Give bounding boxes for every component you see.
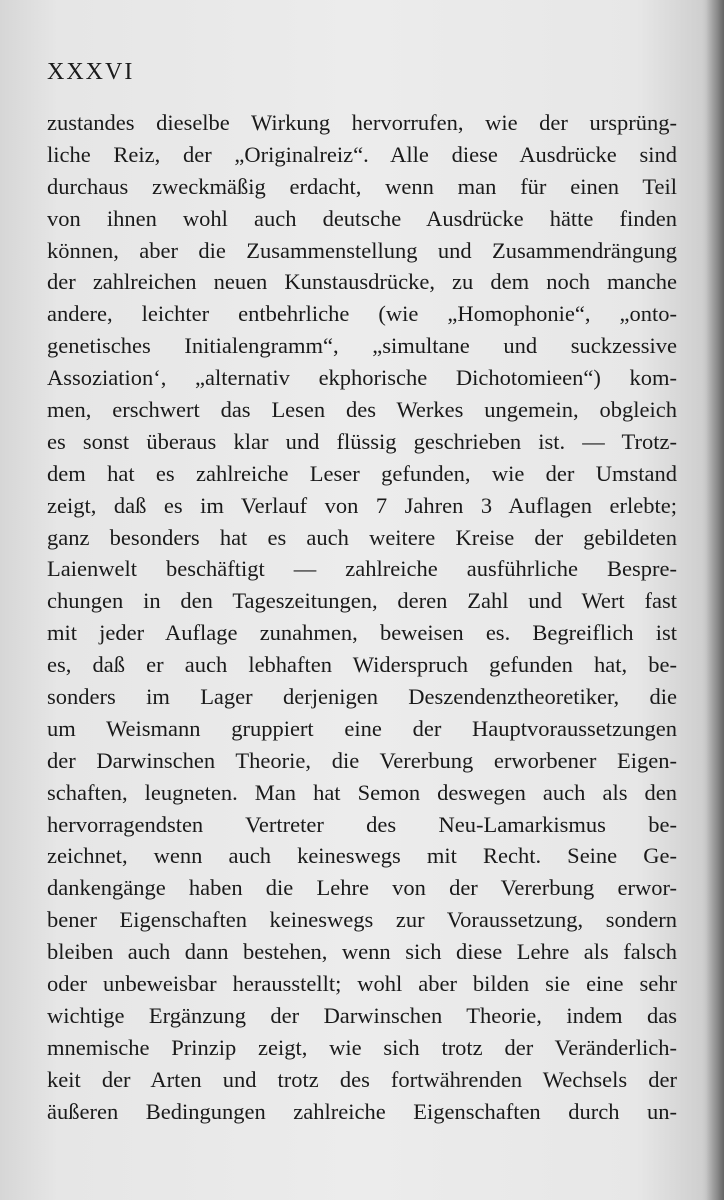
text-line: andere, leichter entbehrliche (wie „Homophonie“, „onto- xyxy=(47,301,677,327)
text-line: zeichnet, wenn auch keineswegs mit Recht. Seine Ge- xyxy=(47,843,677,869)
text-line: ganz besonders hat es auch weitere Kreise der gebildeten xyxy=(47,524,677,550)
page-number-roman: XXXVI xyxy=(47,59,135,85)
page-edge-shadow xyxy=(706,0,724,1200)
text-line: es, daß er auch lebhaften Widerspruch gefunden hat, be- xyxy=(47,652,677,678)
text-line: zeigt, daß es im Verlauf von 7 Jahren 3 Auflagen erlebte; xyxy=(47,492,677,518)
text-line: bleiben auch dann bestehen, wenn sich diese Lehre als falsch xyxy=(47,939,677,965)
text-line: bener Eigenschaften keineswegs zur Voraussetzung, sondern xyxy=(47,907,677,933)
text-line: können, aber die Zusammenstellung und Zusammendrängung xyxy=(47,237,677,263)
body-text xyxy=(47,107,677,1128)
text-line: der Darwinschen Theorie, die Vererbung erworbener Eigen- xyxy=(47,747,677,773)
text-line: es sonst überaus klar und flüssig geschrieben ist. — Trotz- xyxy=(47,428,677,454)
text-line: von ihnen wohl auch deutsche Ausdrücke hätte finden xyxy=(47,205,677,231)
text-line: genetisches Initialengramm“, „simultane und suckzessive xyxy=(47,333,677,359)
text-line: Assoziation‘, „alternativ ekphorische Dichotomieen“) kom- xyxy=(47,365,677,391)
text-line: chungen in den Tageszeitungen, deren Zahl und Wert fast xyxy=(47,588,677,614)
text-line: durchaus zweckmäßig erdacht, wenn man für einen Teil xyxy=(47,173,677,199)
text-line: dem hat es zahlreiche Leser gefunden, wie der Umstand xyxy=(47,460,677,486)
text-line: mnemische Prinzip zeigt, wie sich trotz der Veränderlich- xyxy=(47,1034,677,1060)
text-line: äußeren Bedingungen zahlreiche Eigenschaften durch un- xyxy=(47,1098,677,1124)
text-line: der zahlreichen neuen Kunstausdrücke, zu dem noch manche xyxy=(47,269,677,295)
text-line: hervorragendsten Vertreter des Neu-Lamarkismus be- xyxy=(47,811,677,837)
text-line: mit jeder Auflage zunahmen, beweisen es. Begreiflich ist xyxy=(47,620,677,646)
text-line: men, erschwert das Lesen des Werkes ungemein, obgleich xyxy=(47,397,677,423)
text-line: um Weismann gruppiert eine der Hauptvoraussetzungen xyxy=(47,715,677,741)
text-line: keit der Arten und trotz des fortwährenden Wechsels der xyxy=(47,1066,677,1092)
text-line: sonders im Lager derjenigen Deszendenztheoretiker, die xyxy=(47,684,677,710)
text-line: wichtige Ergänzung der Darwinschen Theorie, indem das xyxy=(47,1002,677,1028)
text-line: zustandes dieselbe Wirkung hervorrufen, wie der ursprüng- xyxy=(47,110,677,135)
text-line: Laienwelt beschäftigt — zahlreiche ausführliche Bespre- xyxy=(47,556,677,582)
text-line: oder unbeweisbar herausstellt; wohl aber bilden sie eine sehr xyxy=(47,971,677,997)
text-line: liche Reiz, der „Originalreiz“. Alle diese Ausdrücke sind xyxy=(47,141,677,167)
text-line: schaften, leugneten. Man hat Semon deswegen auch als den xyxy=(47,779,677,805)
text-line: dankengänge haben die Lehre von der Vererbung erwor- xyxy=(47,875,677,901)
